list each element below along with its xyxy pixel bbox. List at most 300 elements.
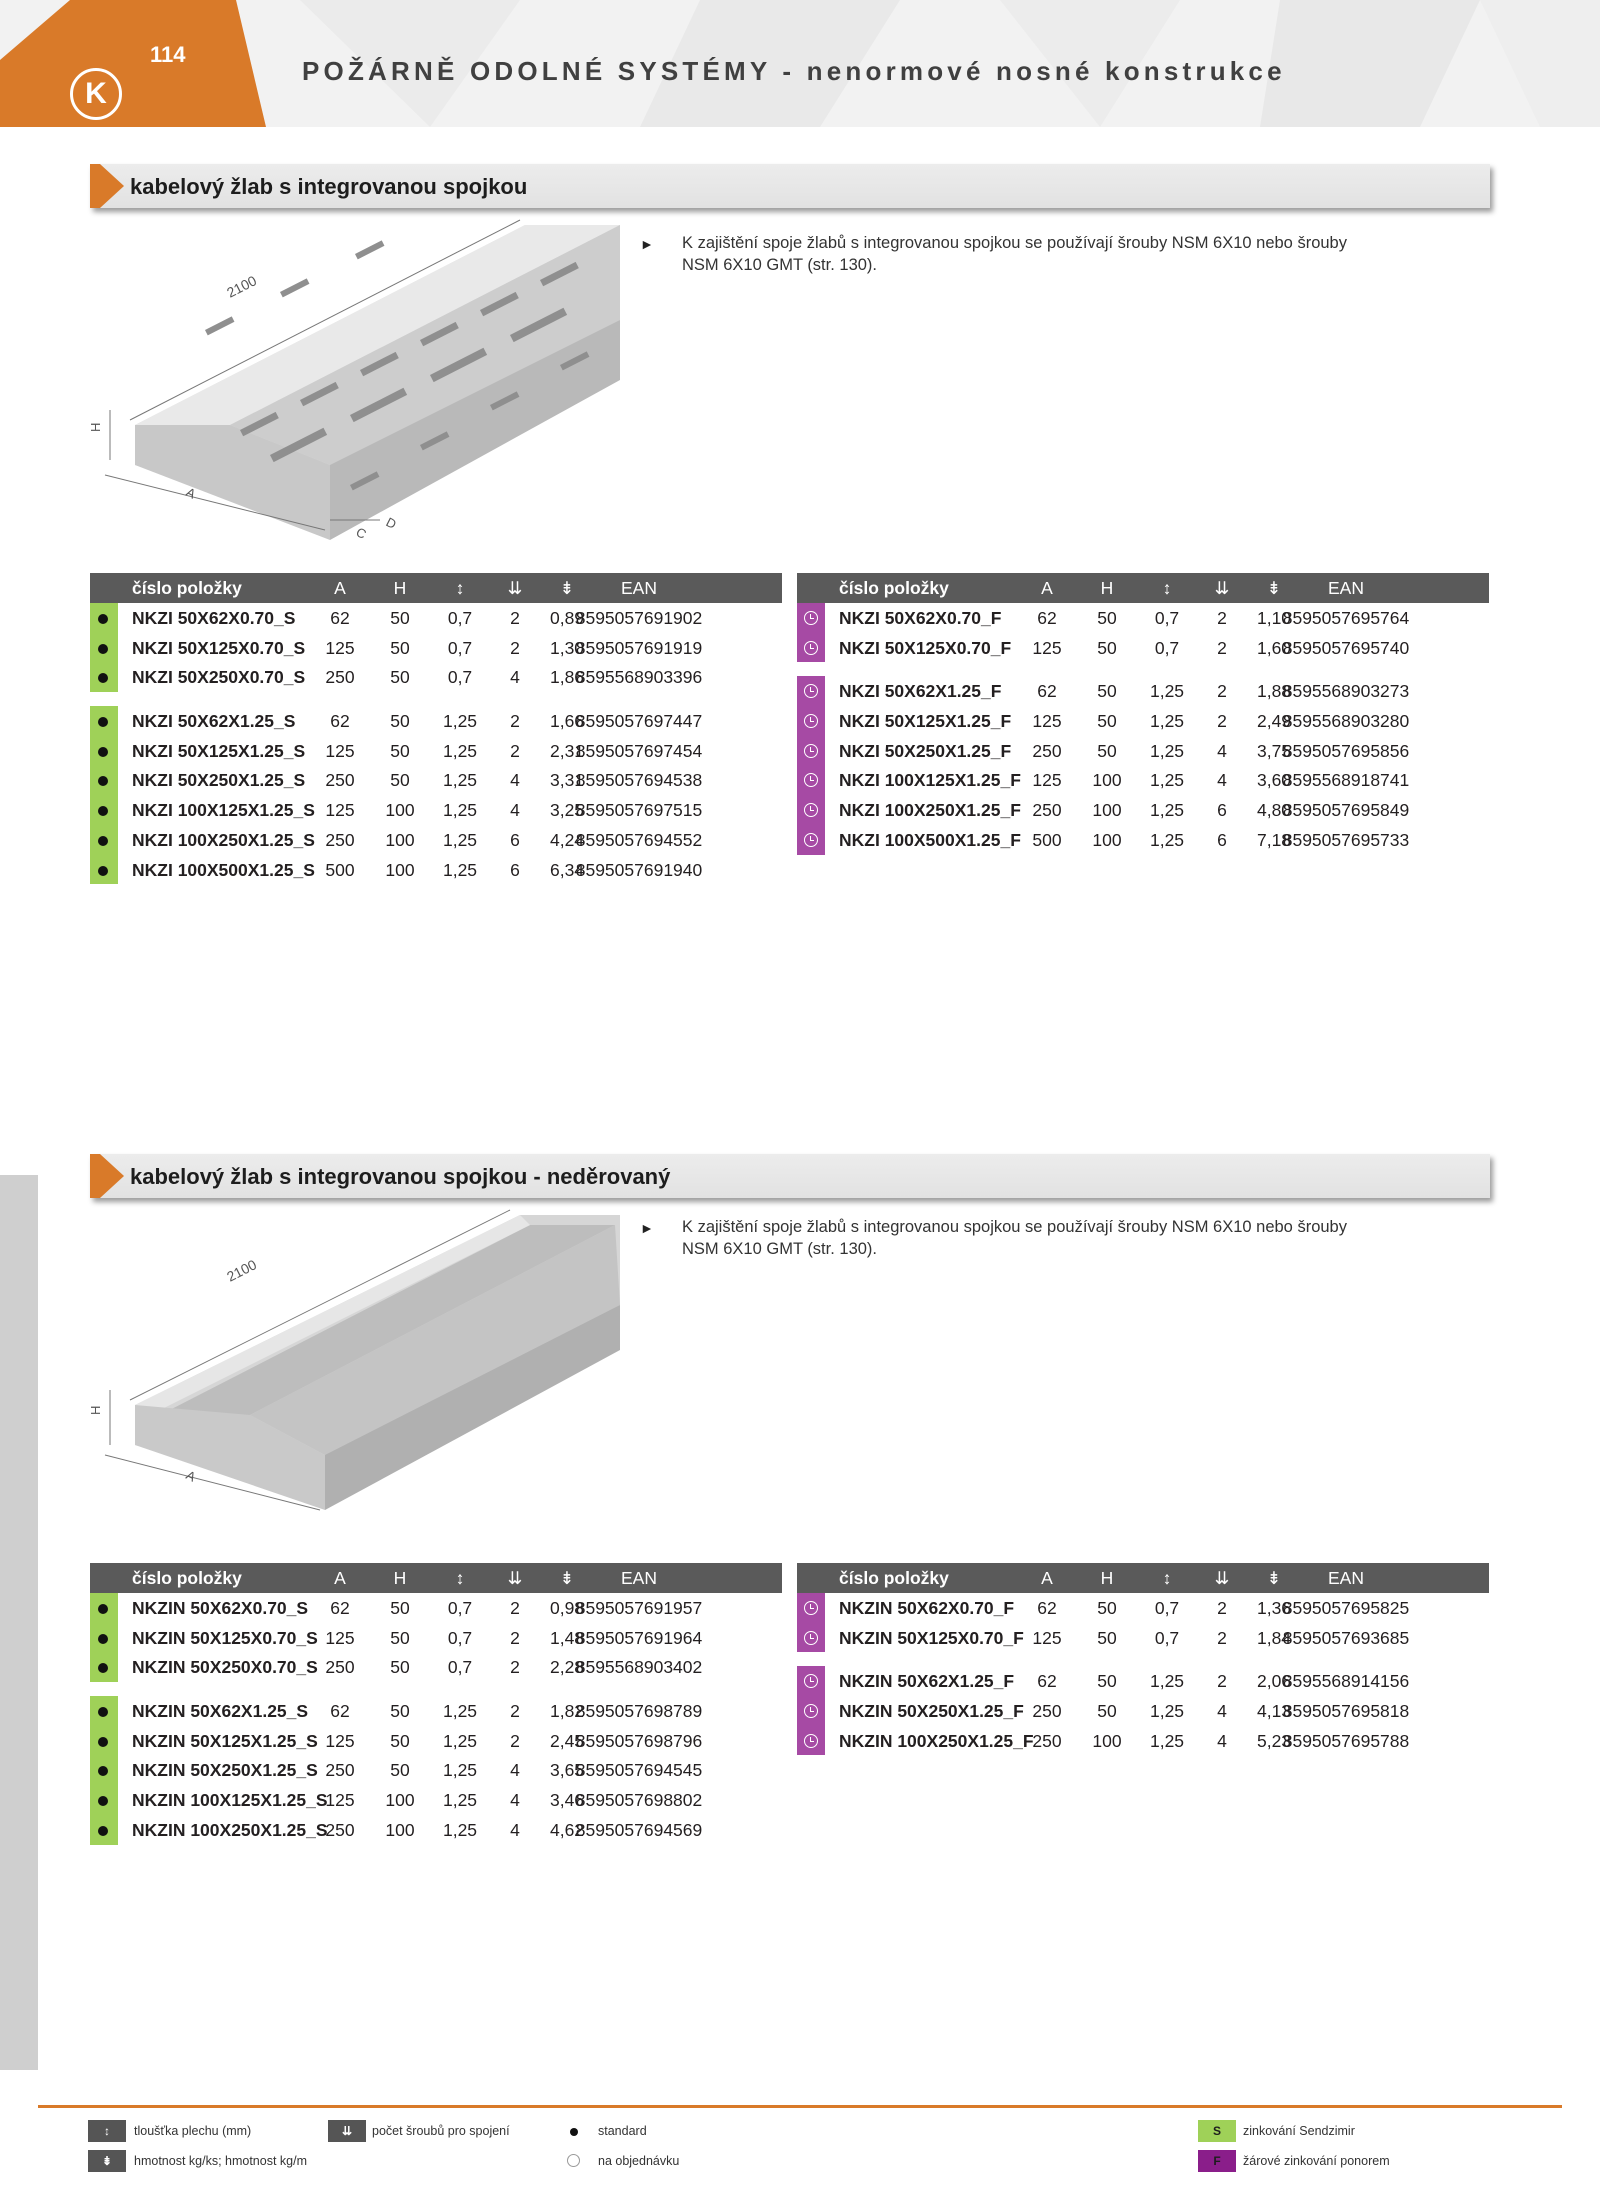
cell-value: 125 <box>325 637 355 658</box>
cell-value: 50 <box>390 1760 410 1781</box>
length-dimension-label: 2100 <box>224 272 260 301</box>
cell-value: 0,7 <box>447 1657 473 1678</box>
cell-value: 8595057695825 <box>1282 1598 1410 1618</box>
column-header-label: ⇟ <box>559 578 575 598</box>
item-code: NKZI 50X125X1.25_F <box>839 711 1012 732</box>
cell-value: 0,89 <box>549 608 585 628</box>
table-header <box>797 573 1489 603</box>
cell-value: 8595057698789 <box>575 1701 703 1722</box>
cell-value: 0,7 <box>447 637 473 658</box>
cell-value: 2 <box>1217 711 1227 732</box>
cell-value: 6 <box>1217 829 1227 850</box>
standard-dot-icon <box>98 1826 108 1836</box>
cell-value: 250 <box>1032 800 1062 821</box>
column-header-name: číslo položky <box>839 578 949 598</box>
table-row <box>797 1623 1489 1653</box>
item-code: NKZI 50X250X1.25_F <box>839 740 1012 761</box>
column-header-label: ⇊ <box>1214 1568 1230 1588</box>
group-spacer <box>797 1652 1489 1666</box>
clock-icon <box>804 1601 818 1615</box>
cell-value: 2 <box>510 1598 520 1618</box>
cell-value: 8595057695818 <box>1282 1701 1410 1722</box>
order-marker <box>797 1593 825 1623</box>
cell-value: 1,88 <box>1256 681 1292 702</box>
cell-value: 7,18 <box>1256 829 1292 850</box>
standard-marker <box>90 1726 118 1756</box>
table-row <box>797 1593 1489 1623</box>
cell-value: 125 <box>325 740 355 761</box>
item-code: NKZIN 100X125X1.25_S <box>132 1790 328 1811</box>
order-marker <box>797 1726 825 1756</box>
cell-value: 125 <box>325 800 355 821</box>
standard-dot-icon <box>98 1796 108 1806</box>
column-header-name: číslo položky <box>839 1568 949 1588</box>
order-marker <box>797 825 825 855</box>
standard-dot-icon <box>98 806 108 816</box>
column-header-label: A <box>334 578 346 598</box>
column-header-label: A <box>1041 1568 1053 1588</box>
item-code: NKZIN 50X62X0.70_S <box>132 1598 309 1618</box>
standard-dot-icon <box>98 776 108 786</box>
clock-icon <box>804 1734 818 1748</box>
cell-value: 4 <box>1217 1701 1227 1722</box>
cell-value: 4,62 <box>549 1819 585 1840</box>
cell-value: 4 <box>510 1819 520 1840</box>
item-code: NKZI 50X62X0.70_F <box>839 608 1002 628</box>
table-row <box>90 1755 782 1785</box>
standard-marker <box>90 736 118 766</box>
cell-value: 50 <box>390 667 410 688</box>
section-heading-1 <box>90 164 1490 214</box>
item-code: NKZI 100X500X1.25_F <box>839 829 1021 850</box>
cell-value: 250 <box>325 829 355 850</box>
table-header <box>797 1563 1489 1593</box>
clock-icon <box>804 641 818 655</box>
cell-value: 50 <box>1097 740 1117 761</box>
cell-value: 50 <box>390 740 410 761</box>
item-code: NKZI 50X250X0.70_S <box>132 667 306 688</box>
standard-marker <box>90 1623 118 1653</box>
cell-value: 1,25 <box>1149 681 1185 702</box>
cell-value: 100 <box>1092 1730 1122 1751</box>
item-code: NKZI 100X125X1.25_S <box>132 800 315 821</box>
table-row <box>90 765 782 795</box>
cell-value: 4 <box>510 667 520 688</box>
cell-value: 8595057697447 <box>575 711 703 732</box>
column-header-label: ⇟ <box>1266 578 1282 598</box>
cell-value: 8595057697515 <box>575 800 703 821</box>
table-row <box>90 1623 782 1653</box>
cell-value: 3,65 <box>549 1760 585 1781</box>
a-dimension-label: A <box>183 1467 199 1485</box>
cell-value: 50 <box>390 1657 410 1678</box>
table-row <box>90 662 782 692</box>
f-legend-key: F <box>1198 2150 1236 2172</box>
group-spacer <box>90 692 782 706</box>
cell-value: 50 <box>1097 1701 1117 1722</box>
section-title: kabelový žlab s integrovanou spojkou - neděrovaný <box>130 1164 671 1189</box>
column-header-label: ⇟ <box>559 1568 575 1588</box>
table-row <box>90 1696 782 1726</box>
cell-value: 100 <box>385 800 415 821</box>
table-row <box>90 603 782 633</box>
cell-value: 1,66 <box>549 711 585 732</box>
note-line: NSM 6X10 GMT (str. 130). <box>682 1240 878 1258</box>
standard-dot-icon <box>570 2128 578 2136</box>
table-row <box>90 706 782 736</box>
column-header-label: ↕ <box>455 1568 465 1588</box>
clock-icon <box>804 803 818 817</box>
cell-value: 1,36 <box>1256 1598 1292 1618</box>
cell-value: 500 <box>1032 829 1062 850</box>
cell-value: 2 <box>1217 1671 1227 1692</box>
cell-value: 0,7 <box>447 667 473 688</box>
cell-value: 250 <box>325 770 355 791</box>
cell-value: 62 <box>330 1701 350 1722</box>
cell-value: 125 <box>1032 637 1062 658</box>
item-code: NKZI 50X62X1.25_F <box>839 681 1002 702</box>
table-row <box>797 1696 1489 1726</box>
cell-value: 1,48 <box>549 1627 585 1648</box>
cell-value: 1,25 <box>442 829 478 850</box>
clock-icon <box>567 2154 580 2167</box>
standard-dot-icon <box>98 1663 108 1673</box>
cell-value: 8595057691940 <box>575 859 703 880</box>
cell-value: 1,25 <box>1149 1671 1185 1692</box>
cell-value: 125 <box>325 1730 355 1751</box>
cell-value: 1,25 <box>442 1790 478 1811</box>
cell-value: 4 <box>1217 740 1227 761</box>
cell-value: 0,7 <box>447 1627 473 1648</box>
item-code: NKZI 50X62X0.70_S <box>132 608 296 628</box>
clock-icon <box>804 714 818 728</box>
note-line: K zajištění spoje žlabů s integrovanou spojkou se používají šrouby NSM 6X10 nebo šrouby <box>682 234 1347 252</box>
group-spacer <box>90 1682 782 1696</box>
table-standard-2 <box>90 1563 782 1845</box>
cell-value: 8595568903396 <box>575 667 703 688</box>
order-marker <box>797 633 825 663</box>
item-code: NKZI 50X250X1.25_S <box>132 770 306 791</box>
cell-value: 0,7 <box>1154 1627 1180 1648</box>
standard-marker <box>90 603 118 633</box>
cell-value: 2 <box>1217 637 1227 658</box>
standard-dot-icon <box>98 1766 108 1776</box>
cell-value: 6,34 <box>549 859 585 880</box>
cell-value: 50 <box>390 1598 410 1618</box>
cell-value: 3,75 <box>1256 740 1292 761</box>
cell-value: 1,25 <box>442 711 478 732</box>
table-header <box>90 573 782 603</box>
cell-value: 8595057694538 <box>575 770 703 791</box>
cell-value: 4 <box>510 800 520 821</box>
column-header-label: ↕ <box>455 578 465 598</box>
clock-icon <box>804 744 818 758</box>
column-header-label: H <box>1100 578 1114 598</box>
cell-value: 8595057695740 <box>1282 637 1410 658</box>
cell-value: 2,45 <box>549 1730 585 1751</box>
page-number: 114 <box>150 42 186 67</box>
cell-value: 1,25 <box>442 770 478 791</box>
cell-value: 250 <box>1032 1730 1062 1751</box>
cell-value: 2,06 <box>1256 1671 1292 1692</box>
cell-value: 1,84 <box>1256 1627 1292 1648</box>
cell-value: 0,7 <box>447 608 473 628</box>
item-code: NKZI 100X125X1.25_F <box>839 770 1021 791</box>
standard-marker <box>90 706 118 736</box>
table-row <box>797 676 1489 706</box>
table-row <box>797 795 1489 825</box>
cell-value: 1,10 <box>1256 608 1292 628</box>
legend-s: zinkování Sendzimir <box>1243 2124 1355 2138</box>
c-dimension-label: C <box>353 524 369 542</box>
cell-value: 50 <box>390 608 410 628</box>
cell-value: 2 <box>510 608 520 628</box>
column-header-name: číslo položky <box>132 1568 242 1588</box>
cell-value: 125 <box>1032 1627 1062 1648</box>
cell-value: 125 <box>325 1790 355 1811</box>
table-row <box>797 1666 1489 1696</box>
item-code: NKZIN 50X62X1.25_S <box>132 1701 309 1722</box>
column-header-name: číslo položky <box>132 578 242 598</box>
cell-value: 62 <box>1037 681 1057 702</box>
table-row <box>90 1726 782 1756</box>
standard-dot-icon <box>98 673 108 683</box>
column-header-label: ↕ <box>1162 578 1172 598</box>
page-number-tab <box>0 0 266 127</box>
standard-marker <box>90 1652 118 1682</box>
clock-icon <box>804 684 818 698</box>
cell-value: 50 <box>1097 1598 1117 1618</box>
item-code: NKZI 50X125X0.70_F <box>839 637 1012 658</box>
cell-value: 250 <box>325 1657 355 1678</box>
cell-value: 0,7 <box>447 1598 473 1618</box>
cell-value: 4 <box>510 770 520 791</box>
cell-value: 2,49 <box>1256 711 1292 732</box>
weight-legend-icon: ⇟ <box>88 2150 126 2172</box>
cell-value: 50 <box>390 770 410 791</box>
cell-value: 8595568903402 <box>575 1657 703 1678</box>
cell-value: 1,25 <box>442 1730 478 1751</box>
cell-value: 8595057697454 <box>575 740 703 761</box>
item-code: NKZI 50X62X1.25_S <box>132 711 296 732</box>
cell-value: 8595057691964 <box>575 1627 703 1648</box>
item-code: NKZI 100X250X1.25_F <box>839 800 1021 821</box>
cell-value: 250 <box>1032 1701 1062 1722</box>
bullet-arrow-icon: ► <box>640 236 654 252</box>
table-row <box>797 765 1489 795</box>
column-header-label: H <box>393 578 407 598</box>
legend-thickness: tloušťka plechu (mm) <box>134 2124 252 2138</box>
item-code: NKZIN 50X62X0.70_F <box>839 1598 1015 1618</box>
cell-value: 4 <box>1217 1730 1227 1751</box>
order-marker <box>797 1696 825 1726</box>
cell-value: 2 <box>510 1657 520 1678</box>
standard-dot-icon <box>98 644 108 654</box>
cell-value: 8595057694552 <box>575 829 703 850</box>
table-row <box>90 825 782 855</box>
item-code: NKZIN 50X125X1.25_S <box>132 1730 318 1751</box>
standard-marker <box>90 1755 118 1785</box>
cell-value: 3,31 <box>549 770 585 791</box>
a-dimension-label: A <box>183 484 199 502</box>
column-header-label: ⇟ <box>1266 1568 1282 1588</box>
cell-value: 8595057695764 <box>1282 608 1410 628</box>
table-row <box>90 1785 782 1815</box>
table-row <box>90 1593 782 1623</box>
cell-value: 250 <box>325 667 355 688</box>
group-spacer <box>797 662 1489 676</box>
cell-value: 8595057691919 <box>575 637 703 658</box>
item-code: NKZIN 50X125X0.70_S <box>132 1627 318 1648</box>
order-marker <box>797 706 825 736</box>
column-header-label: ↕ <box>1162 1568 1172 1588</box>
order-marker <box>797 603 825 633</box>
cell-value: 0,7 <box>1154 608 1180 628</box>
column-header-label: ⇊ <box>1214 578 1230 598</box>
cell-value: 1,25 <box>442 800 478 821</box>
note-line: K zajištění spoje žlabů s integrovanou spojkou se používají šrouby NSM 6X10 nebo šrouby <box>682 1218 1347 1236</box>
cell-value: 6 <box>1217 800 1227 821</box>
column-header-label: EAN <box>621 1568 657 1588</box>
cell-value: 125 <box>325 1627 355 1648</box>
section-title: kabelový žlab s integrovanou spojkou <box>130 174 528 199</box>
cell-value: 125 <box>1032 711 1062 732</box>
table-row <box>90 795 782 825</box>
order-marker <box>797 795 825 825</box>
cell-value: 50 <box>1097 1671 1117 1692</box>
screws-legend-icon: ⇊ <box>328 2120 366 2142</box>
table-row <box>90 855 782 885</box>
page-title: POŽÁRNĚ ODOLNÉ SYSTÉMY - nenormové nosné konstrukce <box>302 56 1286 86</box>
standard-dot-icon <box>98 1634 108 1644</box>
cell-value: 2,28 <box>549 1657 585 1678</box>
clock-icon <box>804 611 818 625</box>
order-marker <box>797 736 825 766</box>
item-code: NKZI 100X500X1.25_S <box>132 859 315 880</box>
standard-dot-icon <box>98 866 108 876</box>
cell-value: 3,25 <box>549 800 585 821</box>
cell-value: 2 <box>510 1627 520 1648</box>
item-code: NKZIN 100X250X1.25_S <box>132 1819 328 1840</box>
standard-marker <box>90 825 118 855</box>
cell-value: 2 <box>510 1730 520 1751</box>
standard-dot-icon <box>98 1707 108 1717</box>
cell-value: 8595057691902 <box>575 608 703 628</box>
column-header-label: ⇊ <box>507 578 523 598</box>
table-order-2 <box>797 1563 1489 1755</box>
standard-marker <box>90 1785 118 1815</box>
cell-value: 2 <box>510 1701 520 1722</box>
column-header-label: ⇊ <box>507 1568 523 1588</box>
cell-value: 6 <box>510 859 520 880</box>
cell-value: 2 <box>510 711 520 732</box>
item-code: NKZI 50X125X0.70_S <box>132 637 306 658</box>
s-legend-key: S <box>1198 2120 1236 2142</box>
cell-value: 50 <box>1097 637 1117 658</box>
table-row <box>90 633 782 663</box>
legend-f: žárové zinkování ponorem <box>1243 2154 1390 2168</box>
cell-value: 8595057698796 <box>575 1730 703 1751</box>
cell-value: 62 <box>330 608 350 628</box>
table-row <box>90 1652 782 1682</box>
order-marker <box>797 1666 825 1696</box>
cell-value: 8595568918741 <box>1282 770 1410 791</box>
legend-weight: hmotnost kg/ks; hmotnost kg/m <box>134 2154 307 2168</box>
order-marker <box>797 676 825 706</box>
cell-value: 4,80 <box>1256 800 1292 821</box>
cell-value: 0,98 <box>549 1598 585 1618</box>
company-logo: K <box>70 68 122 120</box>
cell-value: 250 <box>325 1819 355 1840</box>
clock-icon <box>804 833 818 847</box>
cell-value: 1,25 <box>1149 711 1185 732</box>
cell-value: 250 <box>1032 740 1062 761</box>
cell-value: 5,23 <box>1256 1730 1292 1751</box>
table-order-1 <box>797 573 1489 855</box>
cell-value: 8595057695788 <box>1282 1730 1410 1751</box>
cell-value: 1,25 <box>1149 770 1185 791</box>
standard-marker <box>90 765 118 795</box>
cell-value: 8595057695856 <box>1282 740 1410 761</box>
cell-value: 62 <box>330 711 350 732</box>
cell-value: 1,25 <box>442 740 478 761</box>
table-row <box>797 633 1489 663</box>
cell-value: 1,25 <box>442 1819 478 1840</box>
cell-value: 1,25 <box>1149 1701 1185 1722</box>
table-row <box>797 736 1489 766</box>
cell-value: 500 <box>325 859 355 880</box>
column-header-label: H <box>1100 1568 1114 1588</box>
standard-marker <box>90 855 118 885</box>
item-code: NKZI 50X125X1.25_S <box>132 740 306 761</box>
item-code: NKZIN 50X250X0.70_S <box>132 1657 318 1678</box>
thickness-legend-icon: ↕ <box>88 2120 126 2142</box>
table-row <box>797 1726 1489 1756</box>
clock-icon <box>804 773 818 787</box>
standard-marker <box>90 633 118 663</box>
cell-value: 4,24 <box>549 829 585 850</box>
cell-value: 2,31 <box>549 740 585 761</box>
d-dimension-label: D <box>383 514 399 532</box>
standard-dot-icon <box>98 747 108 757</box>
table-row <box>797 706 1489 736</box>
item-code: NKZI 100X250X1.25_S <box>132 829 315 850</box>
cell-value: 2 <box>1217 681 1227 702</box>
footer-rule <box>38 2105 1562 2108</box>
standard-marker <box>90 795 118 825</box>
standard-dot-icon <box>98 614 108 624</box>
cell-value: 8595057693685 <box>1282 1627 1410 1648</box>
cell-value: 0,7 <box>1154 637 1180 658</box>
cell-value: 8595057695849 <box>1282 800 1410 821</box>
standard-dot-icon <box>98 1604 108 1614</box>
cell-value: 1,60 <box>1256 637 1292 658</box>
cell-value: 100 <box>385 829 415 850</box>
cell-value: 50 <box>1097 608 1117 628</box>
cell-value: 1,25 <box>1149 829 1185 850</box>
bullet-arrow-icon: ► <box>640 1220 654 1236</box>
cell-value: 8595568903280 <box>1282 711 1410 732</box>
standard-marker <box>90 662 118 692</box>
cell-value: 8595057691957 <box>575 1598 703 1618</box>
cell-value: 50 <box>390 637 410 658</box>
cell-value: 1,25 <box>442 1701 478 1722</box>
table-standard-1 <box>90 573 782 884</box>
column-header-label: EAN <box>1328 1568 1364 1588</box>
cell-value: 4,13 <box>1256 1701 1292 1722</box>
cell-value: 8595568903273 <box>1282 681 1410 702</box>
item-code: NKZIN 50X125X0.70_F <box>839 1627 1024 1648</box>
